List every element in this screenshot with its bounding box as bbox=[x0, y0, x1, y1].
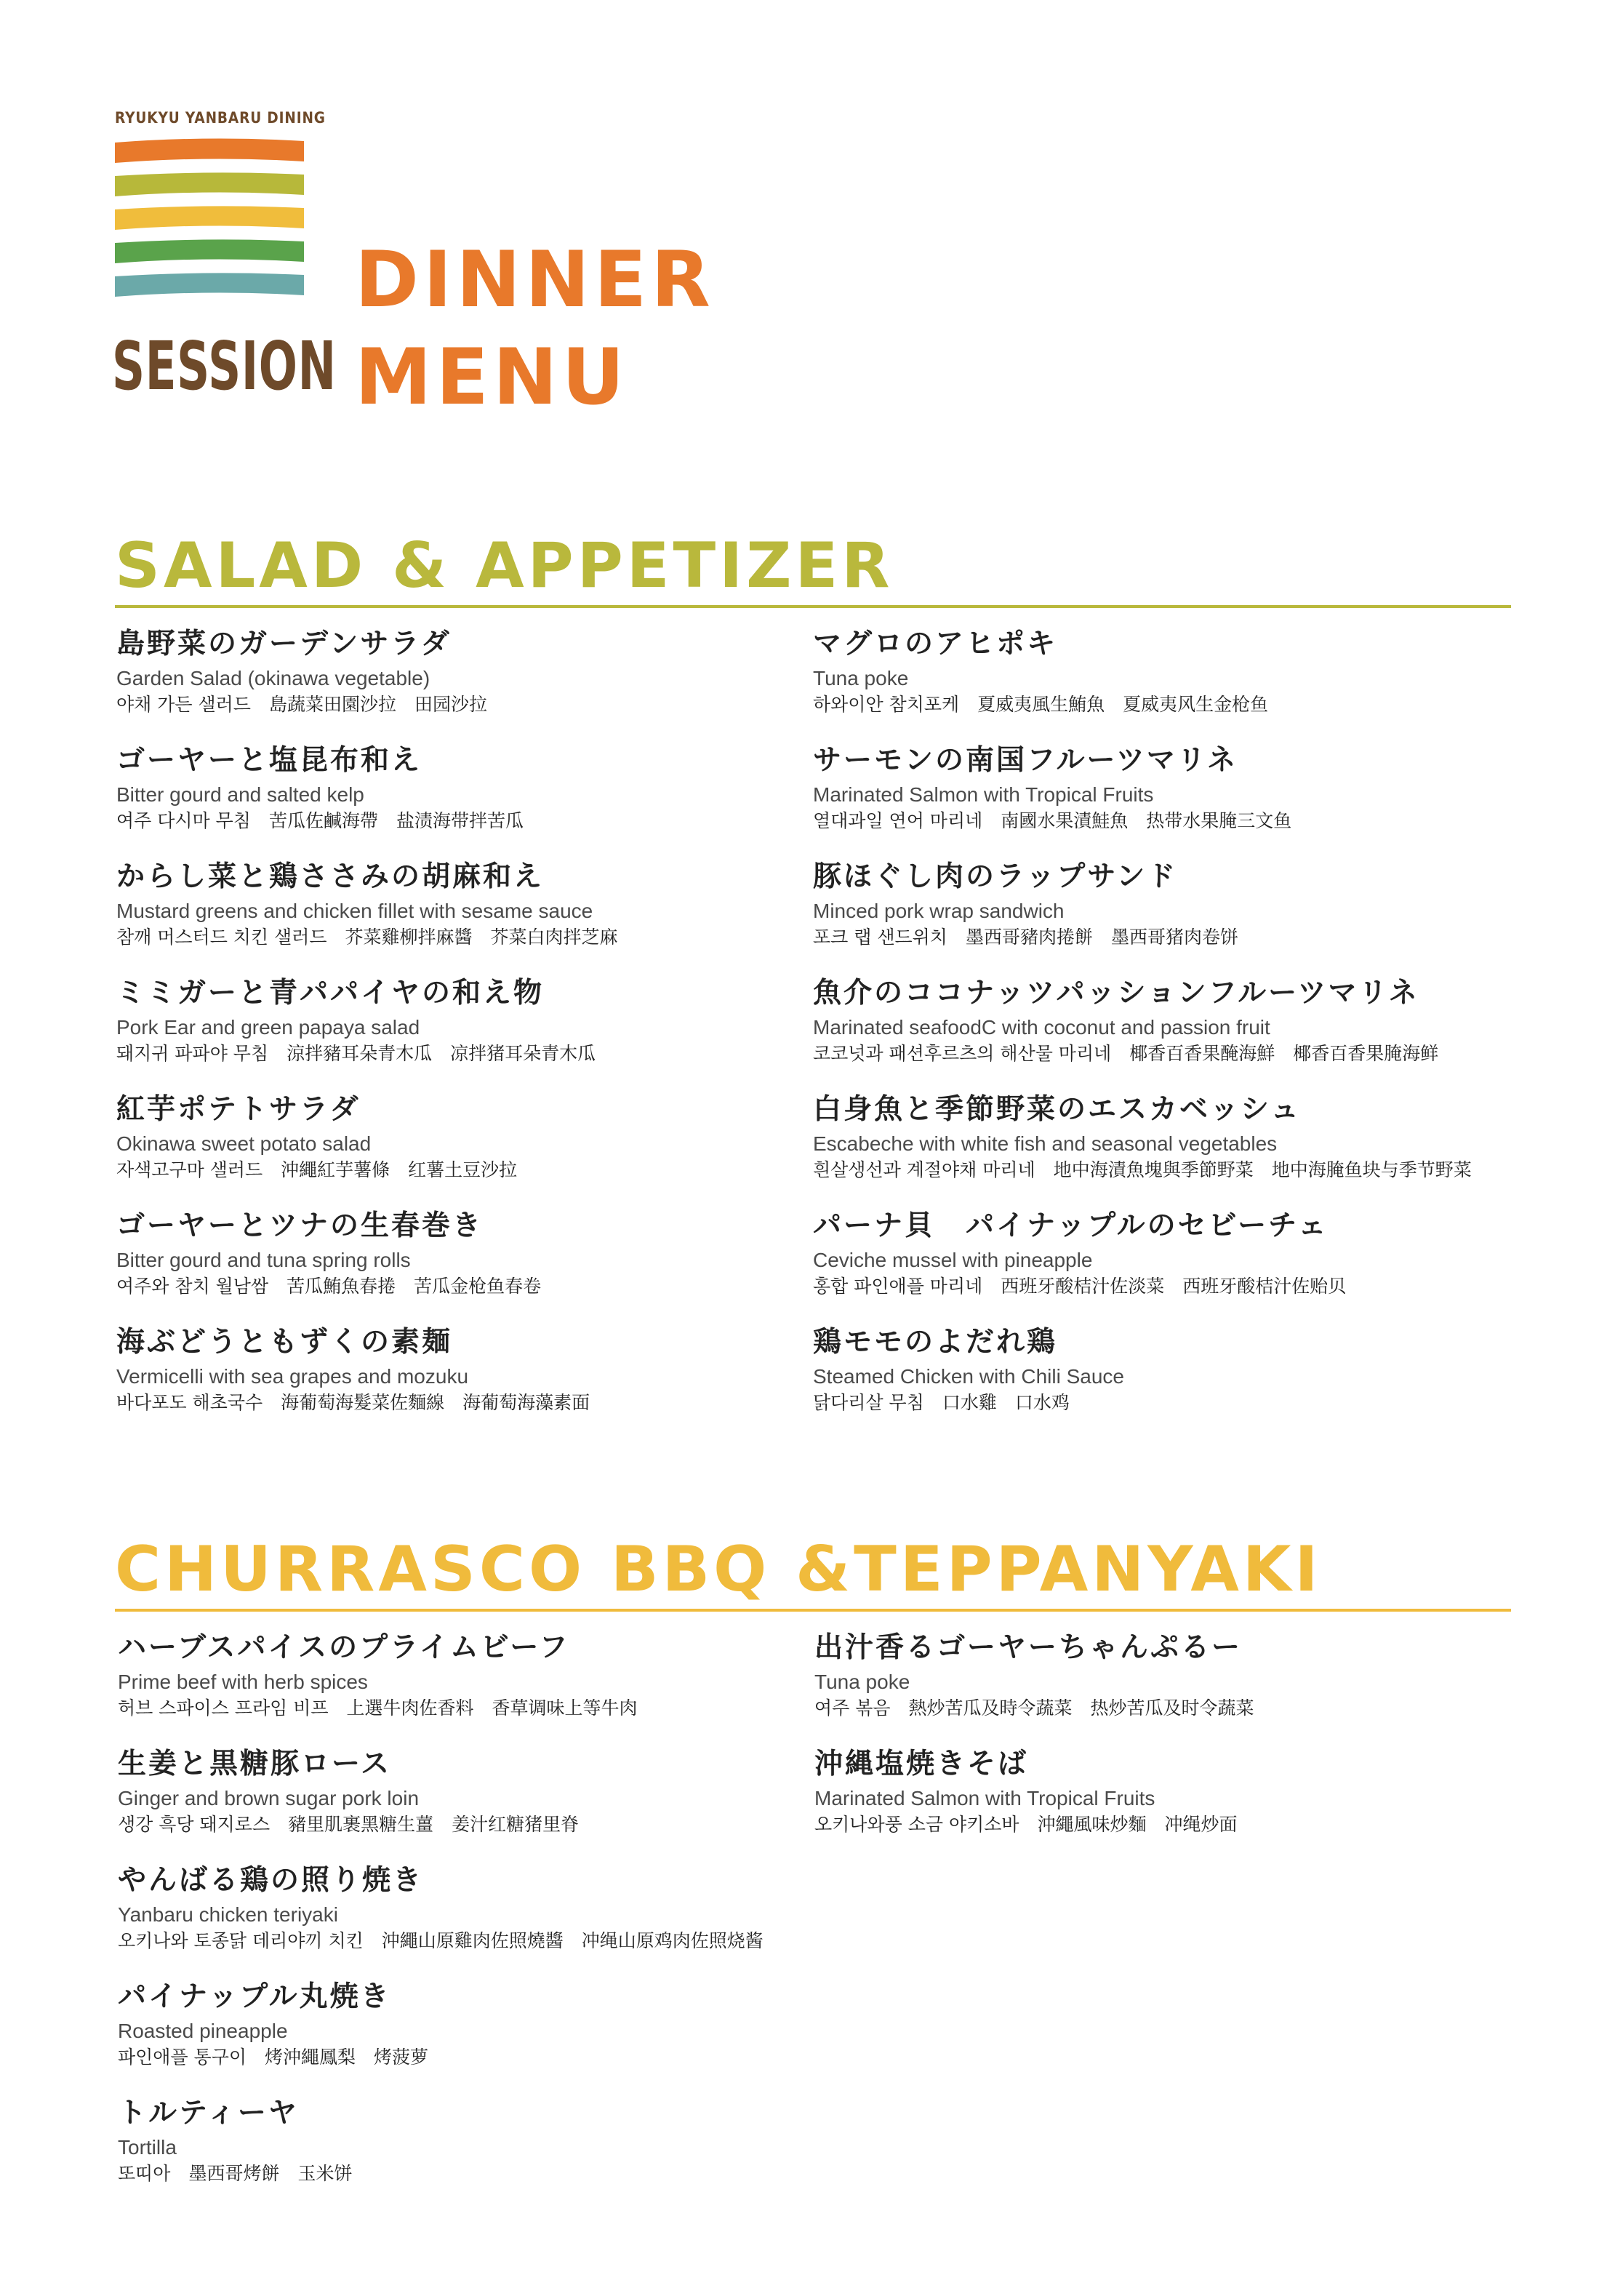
item-name-en: Tuna poke bbox=[813, 667, 909, 689]
item-name-en: Vermicelli with sea grapes and mozuku bbox=[116, 1365, 469, 1388]
menu-item bbox=[813, 860, 1511, 950]
item-name-ja: 出汁香るゴーヤーちゃんぷるー bbox=[814, 1631, 1243, 1664]
item-name-translations: 돼지귀 파파야 무침 涼拌豬耳朵青木瓜 凉拌猪耳朵青木瓜 bbox=[116, 1043, 596, 1064]
item-name-en: Marinated Salmon with Tropical Fruits bbox=[814, 1787, 1155, 1809]
item-name-translations: 자색고구마 샐러드 沖繩紅芋薯條 红薯土豆沙拉 bbox=[116, 1159, 518, 1180]
item-name-translations: 포크 랩 샌드위치 墨西哥豬肉捲餅 墨西哥猪肉卷饼 bbox=[813, 927, 1238, 948]
item-name-translations: 허브 스파이스 프라임 비프 上選牛肉佐香料 香草调味上等牛肉 bbox=[118, 1697, 638, 1719]
item-name-en: Garden Salad (okinawa vegetable) bbox=[116, 667, 430, 689]
logo-stripes bbox=[115, 137, 304, 300]
item-name-ja: 紅芋ポテトサラダ bbox=[116, 1093, 361, 1126]
item-name-translations: 야채 가든 샐러드 島蔬菜田園沙拉 田园沙拉 bbox=[116, 694, 487, 715]
item-name-translations: 하와이안 참치포케 夏威夷風生鮪魚 夏威夷风生金枪鱼 bbox=[813, 694, 1269, 715]
item-name-ja: ハーブスパイスのプライムビーフ bbox=[118, 1631, 570, 1664]
menu-item bbox=[116, 1092, 814, 1183]
item-name-ja: 魚介のココナッツパッションフルーツマリネ bbox=[813, 977, 1419, 1009]
item-name-ja: 海ぶどうともずくの素麺 bbox=[116, 1326, 453, 1359]
item-name-en: Okinawa sweet potato salad bbox=[116, 1132, 372, 1155]
item-name-ja: 豚ほぐし肉のラップサンド bbox=[813, 860, 1178, 893]
item-name-en: Tortilla bbox=[118, 2136, 177, 2159]
item-name-en: Ginger and brown sugar pork loin bbox=[118, 1787, 420, 1809]
menu-title-line-1: DINNER bbox=[355, 235, 715, 324]
menu-item bbox=[813, 627, 1511, 717]
section-title-bbq: CHURRASCO BBQ &TEPPANYAKI bbox=[115, 1533, 1322, 1606]
menu-item bbox=[813, 1092, 1511, 1183]
item-name-ja: トルティーヤ bbox=[118, 2097, 299, 2129]
item-name-en: Steamed Chicken with Chili Sauce bbox=[813, 1365, 1124, 1388]
menu-item bbox=[813, 1209, 1511, 1299]
item-name-translations: 오키나와풍 소금 야키소바 沖繩風味炒麵 冲绳炒面 bbox=[814, 1814, 1238, 1835]
item-name-en: Minced pork wrap sandwich bbox=[813, 900, 1065, 922]
item-name-en: Prime beef with herb spices bbox=[118, 1671, 368, 1693]
item-name-translations: 열대과일 연어 마리네 南國水果漬鮭魚 热带水果腌三文鱼 bbox=[813, 810, 1292, 831]
item-name-translations: 흰살생선과 계절야채 마리네 地中海漬魚塊與季節野菜 地中海腌鱼块与季节野菜 bbox=[813, 1159, 1472, 1180]
item-name-translations: 생강 흑당 돼지로스 豬里肌裹黑糖生薑 姜汁红糖猪里脊 bbox=[118, 1814, 580, 1835]
item-name-translations: 참깨 머스터드 치킨 샐러드 芥菜雞柳拌麻醬 芥菜白肉拌芝麻 bbox=[116, 927, 618, 948]
menu-item bbox=[118, 1747, 816, 1837]
menu-item bbox=[814, 1747, 1512, 1837]
item-name-ja: 生姜と黒糖豚ロース bbox=[118, 1748, 392, 1780]
menu-item bbox=[118, 1980, 816, 2070]
item-name-translations: 여주 볶음 熱炒苦瓜及時令蔬菜 热炒苦瓜及时令蔬菜 bbox=[814, 1697, 1254, 1719]
section-title-salad: SALAD & APPETIZER bbox=[115, 529, 894, 602]
logo-wordmark: SESSION bbox=[112, 327, 337, 405]
logo-stripe-teal bbox=[115, 273, 304, 297]
menu-item bbox=[116, 1209, 814, 1299]
item-name-translations: 여주와 참치 월남쌈 苦瓜鮪魚春捲 苦瓜金枪鱼春卷 bbox=[116, 1276, 542, 1297]
item-name-en: Ceviche mussel with pineapple bbox=[813, 1249, 1093, 1271]
item-name-translations: 파인애플 통구이 烤沖繩鳳梨 烤菠萝 bbox=[118, 2047, 428, 2068]
item-name-translations: 오키나와 토종닭 데리야끼 치킨 沖繩山原雞肉佐照燒醬 冲绳山原鸡肉佐照烧酱 bbox=[118, 1930, 764, 1951]
item-name-ja: パイナップル丸焼き bbox=[118, 1980, 391, 2013]
logo-stripe-green bbox=[115, 239, 304, 263]
menu-item bbox=[813, 743, 1511, 833]
item-name-translations: 홍합 파인애플 마리네 西班牙酸桔汁佐淡菜 西班牙酸桔汁佐贻贝 bbox=[813, 1276, 1347, 1297]
item-name-en: Marinated Salmon with Tropical Fruits bbox=[813, 783, 1154, 806]
item-name-ja: ミミガーと青パパイヤの和え物 bbox=[116, 977, 545, 1009]
menu-item bbox=[116, 627, 814, 717]
item-name-en: Marinated seafoodC with coconut and passion fruit bbox=[813, 1016, 1270, 1039]
menu-item bbox=[118, 1631, 816, 1721]
item-name-ja: マグロのアヒポキ bbox=[813, 628, 1058, 660]
item-name-ja: パーナ貝 パイナップルのセビーチェ bbox=[813, 1209, 1329, 1242]
item-name-ja: やんばる鶏の照り焼き bbox=[118, 1864, 424, 1897]
item-name-ja: 白身魚と季節野菜のエスカベッシュ bbox=[813, 1093, 1302, 1126]
menu-item bbox=[118, 1863, 816, 1953]
section-divider-salad bbox=[115, 605, 1511, 608]
menu-item bbox=[813, 1325, 1511, 1415]
menu-item bbox=[118, 2096, 816, 2186]
menu-item bbox=[116, 976, 814, 1066]
item-name-ja: 島野菜のガーデンサラダ bbox=[116, 628, 452, 660]
item-name-en: Yanbaru chicken teriyaki bbox=[118, 1903, 338, 1926]
item-name-ja: からし菜と鶏ささみの胡麻和え bbox=[116, 860, 545, 893]
menu-item bbox=[814, 1631, 1512, 1721]
item-name-en: Roasted pineapple bbox=[118, 2020, 288, 2042]
item-name-en: Pork Ear and green papaya salad bbox=[116, 1016, 420, 1039]
item-name-translations: 바다포도 해초국수 海葡萄海髮菜佐麵線 海葡萄海藻素面 bbox=[116, 1392, 590, 1413]
item-name-translations: 여주 다시마 무침 苦瓜佐鹹海帶 盐渍海带拌苦瓜 bbox=[116, 810, 524, 831]
item-name-translations: 또띠아 墨西哥烤餅 玉米饼 bbox=[118, 2163, 353, 2184]
menu-item bbox=[116, 743, 814, 833]
item-name-ja: 鶏モモのよだれ鶏 bbox=[813, 1326, 1058, 1359]
item-name-en: Bitter gourd and tuna spring rolls bbox=[116, 1249, 411, 1271]
item-name-ja: サーモンの南国フルーツマリネ bbox=[813, 744, 1238, 777]
item-name-en: Escabeche with white fish and seasonal vegetables bbox=[813, 1132, 1278, 1155]
item-name-ja: 沖縄塩焼きそば bbox=[814, 1748, 1029, 1780]
menu-title bbox=[355, 231, 715, 426]
menu-title-line-2: MENU bbox=[355, 332, 629, 422]
item-name-en: Bitter gourd and salted kelp bbox=[116, 783, 364, 806]
brand-logo bbox=[112, 109, 337, 415]
logo-stripe-olive bbox=[115, 172, 304, 196]
item-name-translations: 닭다리살 무침 口水雞 口水鸡 bbox=[813, 1392, 1070, 1413]
item-name-ja: ゴーヤーとツナの生春巻き bbox=[116, 1209, 484, 1242]
menu-item bbox=[116, 1325, 814, 1415]
menu-item bbox=[813, 976, 1511, 1066]
item-name-en: Mustard greens and chicken fillet with sesame sauce bbox=[116, 900, 593, 922]
logo-subtitle: RYUKYU YANBARU DINING bbox=[115, 109, 326, 127]
menu-item bbox=[116, 860, 814, 950]
item-name-translations: 코코넛과 패션후르츠의 해산물 마리네 椰香百香果醃海鮮 椰香百香果腌海鲜 bbox=[813, 1043, 1439, 1064]
logo-stripe-yellow bbox=[115, 206, 304, 230]
item-name-ja: ゴーヤーと塩昆布和え bbox=[116, 744, 422, 777]
section-divider-bbq bbox=[115, 1609, 1511, 1612]
item-name-en: Tuna poke bbox=[814, 1671, 910, 1693]
logo-stripe-orange bbox=[115, 138, 304, 163]
